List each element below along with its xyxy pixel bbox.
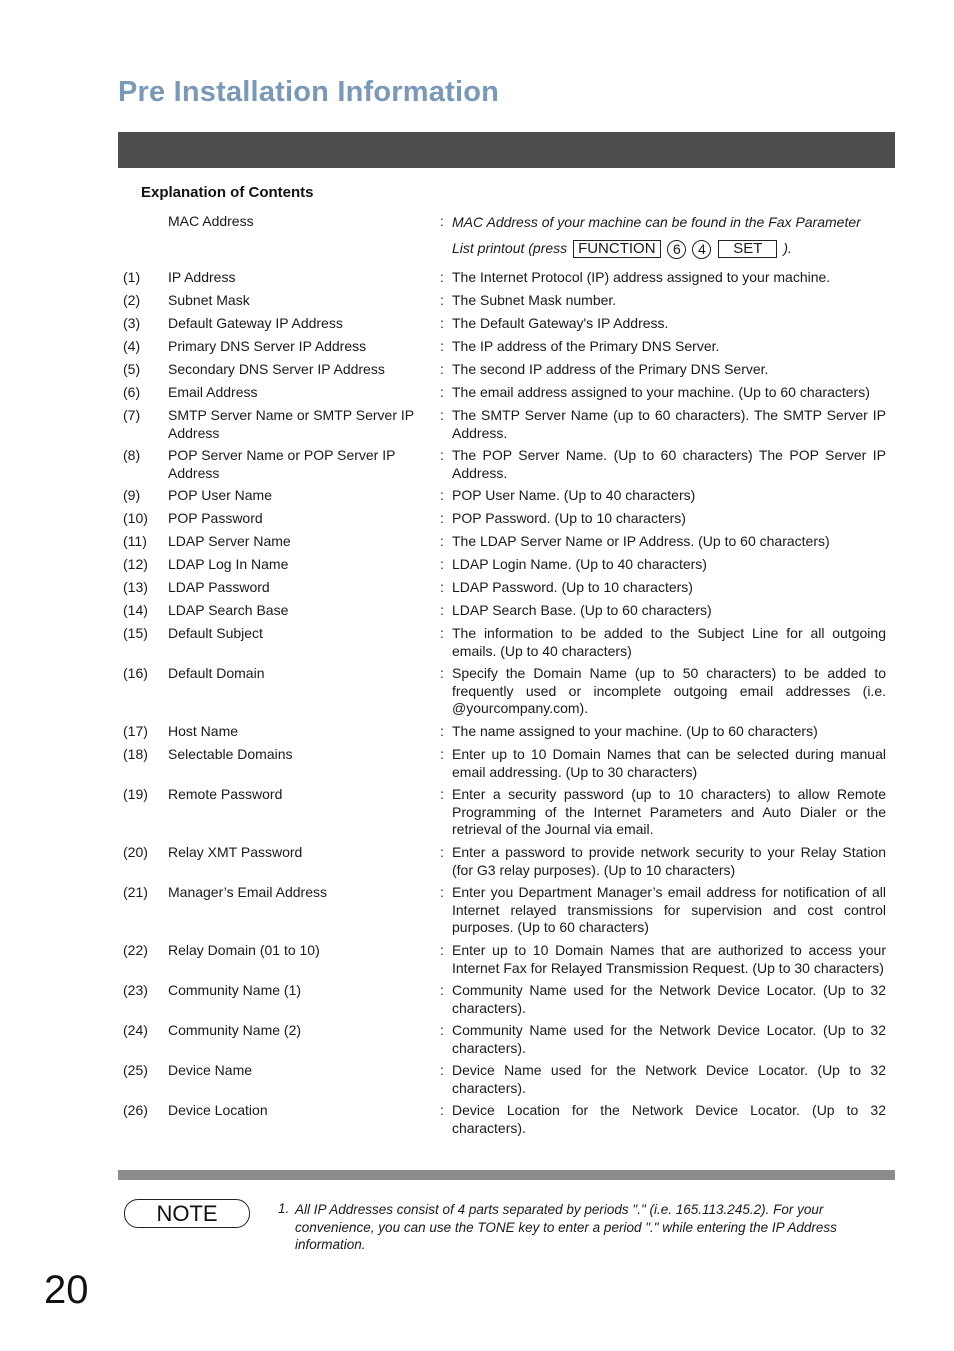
- items-container: [118, 269, 895, 1137]
- item-description: LDAP Login Name. (Up to 40 characters): [452, 556, 707, 572]
- item-label: Relay XMT Password: [168, 844, 303, 860]
- item-number: (6): [123, 384, 141, 400]
- item-number: (1): [123, 269, 141, 285]
- separator-colon: :: [440, 407, 444, 423]
- item-label: MAC Address: [168, 213, 254, 229]
- item-description: Device Name used for the Network Device Locator. (Up to 32 characters).: [452, 1062, 886, 1096]
- item-label: Community Name (2): [168, 1022, 302, 1038]
- mac-desc-line1: MAC Address of your machine can be found in the Fax Parameter: [452, 214, 861, 230]
- list-item: [118, 1102, 895, 1137]
- separator-colon: :: [440, 786, 444, 802]
- item-number: (13): [123, 579, 148, 595]
- list-item: [118, 665, 895, 718]
- item-label: LDAP Search Base: [168, 602, 289, 618]
- separator-colon: :: [440, 556, 444, 572]
- separator-colon: :: [440, 625, 444, 641]
- item-number: (16): [123, 665, 148, 681]
- separator-colon: :: [440, 510, 444, 526]
- item-description: The information to be added to the Subject Line for all outgoing emails. (Up to 40 characters): [452, 625, 886, 659]
- item-number: (2): [123, 292, 141, 308]
- key-4: 4: [692, 240, 711, 259]
- function-key: FUNCTION: [573, 240, 661, 258]
- item-description: The Subnet Mask number.: [452, 292, 617, 308]
- item-label: LDAP Log In Name: [168, 556, 289, 572]
- item-description: Enter up to 10 Domain Names that are authorized to access your Internet Fax for Relayed Transmission Request. (Up to 30 characters): [452, 942, 886, 976]
- list-item: [118, 942, 895, 977]
- list-item: [118, 533, 895, 551]
- list-item: [118, 786, 895, 839]
- item-number: (23): [123, 982, 148, 998]
- list-item: [118, 487, 895, 505]
- item-label: Default Subject: [168, 625, 263, 641]
- separator-colon: :: [440, 1062, 444, 1078]
- separator-colon: :: [440, 942, 444, 958]
- mac-desc-line2: [452, 235, 886, 261]
- separator-colon: :: [440, 579, 444, 595]
- item-description: Community Name used for the Network Device Locator. (Up to 32 characters).: [452, 982, 886, 1016]
- item-number: (24): [123, 1022, 148, 1038]
- item-label: Remote Password: [168, 786, 283, 802]
- item-description: LDAP Password. (Up to 10 characters): [452, 579, 693, 595]
- item-description: The SMTP Server Name (up to 60 characters). The SMTP Server IP Address.: [452, 407, 886, 441]
- separator-colon: :: [440, 269, 444, 285]
- item-description: The second IP address of the Primary DNS Server.: [452, 361, 769, 377]
- item-number: (4): [123, 338, 141, 354]
- item-label: POP Server Name or POP Server IP Address: [168, 447, 396, 481]
- list-item: [118, 447, 895, 482]
- header-bar: [118, 132, 895, 168]
- separator-colon: :: [440, 213, 444, 229]
- item-description: POP Password. (Up to 10 characters): [452, 510, 686, 526]
- separator-colon: :: [440, 533, 444, 549]
- separator-colon: :: [440, 746, 444, 762]
- list-item: [118, 884, 895, 937]
- separator-colon: :: [440, 1022, 444, 1038]
- item-number: (19): [123, 786, 148, 802]
- item-number: (15): [123, 625, 148, 641]
- separator-colon: :: [440, 1102, 444, 1118]
- list-item: [118, 602, 895, 620]
- item-number: (20): [123, 844, 148, 860]
- item-description: Device Location for the Network Device Locator. (Up to 32 characters).: [452, 1102, 886, 1136]
- item-description: Enter you Department Manager’s email address for notification of all Internet relayed transmissions for supervision and cost control purposes. (Up to 60 characters): [452, 884, 886, 935]
- list-item: [118, 844, 895, 879]
- list-item-mac-address: [118, 213, 895, 264]
- item-label: POP Password: [168, 510, 263, 526]
- item-number: (25): [123, 1062, 148, 1078]
- separator-colon: :: [440, 361, 444, 377]
- separator-colon: :: [440, 602, 444, 618]
- item-label: Device Name: [168, 1062, 253, 1078]
- item-label: Default Domain: [168, 665, 265, 681]
- separator-colon: :: [440, 487, 444, 503]
- list-item: [118, 361, 895, 379]
- item-number: (9): [123, 487, 141, 503]
- separator-colon: :: [440, 338, 444, 354]
- item-label: IP Address: [168, 269, 236, 285]
- item-number: (26): [123, 1102, 148, 1118]
- separator-colon: :: [440, 315, 444, 331]
- page-title: Pre Installation Information: [118, 76, 500, 108]
- item-description: LDAP Search Base. (Up to 60 characters): [452, 602, 712, 618]
- list-item: [118, 746, 895, 781]
- list-item: [118, 556, 895, 574]
- item-label: Secondary DNS Server IP Address: [168, 361, 385, 377]
- item-number: (22): [123, 942, 148, 958]
- item-number: (14): [123, 602, 148, 618]
- item-description: The LDAP Server Name or IP Address. (Up to 60 characters): [452, 533, 830, 549]
- item-description: The name assigned to your machine. (Up to 60 characters): [452, 723, 818, 739]
- item-label: Community Name (1): [168, 982, 302, 998]
- item-number: (21): [123, 884, 148, 900]
- item-description: Enter up to 10 Domain Names that can be selected during manual email addressing. (Up to 30 characters): [452, 746, 886, 780]
- mac-desc-prefix: List printout (press: [452, 240, 568, 256]
- item-label: Subnet Mask: [168, 292, 250, 308]
- item-label: LDAP Server Name: [168, 533, 291, 549]
- separator-colon: :: [440, 447, 444, 463]
- separator-colon: :: [440, 665, 444, 681]
- section-heading: Explanation of Contents: [141, 184, 314, 201]
- list-item: [118, 625, 895, 660]
- item-label: Selectable Domains: [168, 746, 293, 762]
- item-label: POP User Name: [168, 487, 272, 503]
- item-number: (12): [123, 556, 148, 572]
- item-label: Primary DNS Server IP Address: [168, 338, 367, 354]
- item-label: Default Gateway IP Address: [168, 315, 343, 331]
- item-description: The POP Server Name. (Up to 60 characters) The POP Server IP Address.: [452, 447, 886, 481]
- item-label: Host Name: [168, 723, 239, 739]
- list-item: [118, 1022, 895, 1057]
- item-number: (7): [123, 407, 141, 423]
- list-item: [118, 338, 895, 356]
- item-description: POP User Name. (Up to 40 characters): [452, 487, 696, 503]
- item-number: (5): [123, 361, 141, 377]
- item-label: SMTP Server Name or SMTP Server IP Address: [168, 407, 414, 441]
- item-number: (18): [123, 746, 148, 762]
- list-item: [118, 384, 895, 402]
- item-number: (8): [123, 447, 141, 463]
- item-description: Community Name used for the Network Device Locator. (Up to 32 characters).: [452, 1022, 886, 1056]
- separator-colon: :: [440, 292, 444, 308]
- list-item: [118, 579, 895, 597]
- footer-bar: [118, 1170, 895, 1180]
- separator-colon: :: [440, 844, 444, 860]
- separator-colon: :: [440, 884, 444, 900]
- separator-colon: :: [440, 384, 444, 400]
- list-item: [118, 269, 895, 287]
- list-item: [118, 510, 895, 528]
- separator-colon: :: [440, 982, 444, 998]
- item-label: Relay Domain (01 to 10): [168, 942, 320, 958]
- list-item: [118, 292, 895, 310]
- item-number: (10): [123, 510, 148, 526]
- list-item: [118, 407, 895, 442]
- item-description: The IP address of the Primary DNS Server.: [452, 338, 720, 354]
- key-6: 6: [667, 240, 686, 259]
- item-label: Device Location: [168, 1102, 268, 1118]
- item-description: Specify the Domain Name (up to 50 characters) to be added to frequently used or incomplete outgoing email addresses (i.e. @yourcompany.com).: [452, 665, 886, 716]
- item-label: LDAP Password: [168, 579, 270, 595]
- item-description: Enter a password to provide network security to your Relay Station (for G3 relay purposes). (Up to 10 characters): [452, 844, 886, 878]
- mac-desc-suffix: ).: [783, 240, 792, 256]
- item-description: [452, 209, 886, 261]
- item-label: Email Address: [168, 384, 258, 400]
- list-item: [118, 982, 895, 1017]
- item-description: Enter a security password (up to 10 characters) to allow Remote Programming of the Internet Parameters and Auto Dialer or the retrieval of the Journal via email.: [452, 786, 886, 837]
- item-number: (3): [123, 315, 141, 331]
- item-number: (17): [123, 723, 148, 739]
- contents-list: [118, 213, 895, 1142]
- item-description: The email address assigned to your machine. (Up to 60 characters): [452, 384, 870, 400]
- item-number: (11): [123, 533, 147, 549]
- note-text: All IP Addresses consist of 4 parts separated by periods "." (i.e. 165.113.245.2). For your convenience, you can use the TONE key to enter a period "." while entering the IP Address information.: [295, 1202, 837, 1252]
- note-badge: NOTE: [124, 1199, 250, 1228]
- list-item: [118, 315, 895, 333]
- list-item: [118, 1062, 895, 1097]
- item-description: The Default Gateway's IP Address.: [452, 315, 669, 331]
- separator-colon: :: [440, 723, 444, 739]
- list-item: [118, 723, 895, 741]
- item-label: Manager’s Email Address: [168, 884, 328, 900]
- page-number: 20: [44, 1268, 89, 1312]
- set-key: SET: [718, 240, 777, 258]
- note-number: 1.: [278, 1201, 290, 1216]
- item-description: The Internet Protocol (IP) address assigned to your machine.: [452, 269, 831, 285]
